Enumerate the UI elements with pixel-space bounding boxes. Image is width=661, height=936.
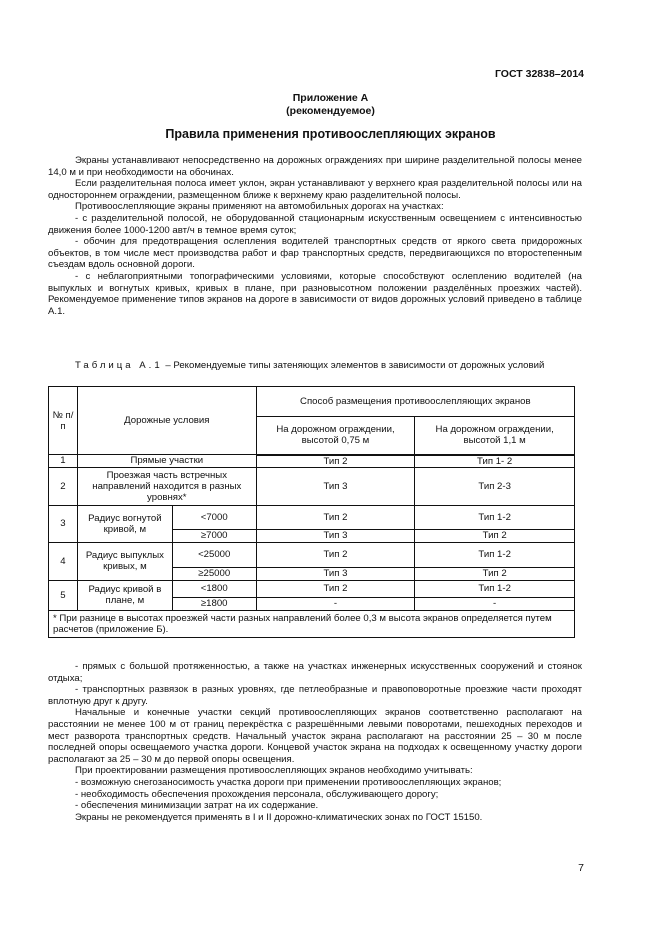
intro-text (48, 155, 582, 317)
row-value: Тип 2-3 (415, 467, 575, 505)
paragraph: - прямых с большой протяженностью, а также на участках инженерных искусственных сооружений и стоянок отдыха; (48, 661, 582, 684)
table-row (49, 542, 575, 567)
row-condition: Радиус вогнутой кривой, м (77, 505, 172, 542)
row-subcondition: <25000 (172, 542, 256, 567)
row-num: 1 (49, 455, 78, 468)
paragraph: Противоослепляющие экраны применяют на автомобильных дорогах на участках: (75, 201, 444, 213)
row-subcondition: <7000 (172, 505, 256, 529)
row-condition: Прямые участки (77, 455, 256, 468)
paragraph: - возможную снегозаносимость участка дороги при применении противоослепляющих экранов; (75, 776, 502, 788)
header-conditions: Дорожные условия (77, 387, 256, 455)
paragraph: Если разделительная полоса имеет уклон, экран устанавливают у верхнего края разделительной полосы или на одностороннем ограждении, размещенном ближе к верхнему краю разделительной полосы. (48, 178, 582, 201)
row-num: 4 (49, 542, 78, 580)
row-value: - (415, 597, 575, 610)
row-subcondition: ≥1800 (172, 597, 256, 610)
row-value: Тип 2 (415, 567, 575, 580)
row-value: Тип 1-2 (415, 505, 575, 529)
row-subcondition: <1800 (172, 580, 256, 597)
row-condition: Радиус выпуклых кривых, м (77, 542, 172, 580)
row-subcondition: ≥7000 (172, 529, 256, 542)
header-num: № п/п (49, 387, 78, 455)
paragraph: При проектировании размещения противоослепляющих экранов необходимо учитывать: (75, 765, 473, 777)
appendix-status: (рекомендуемое) (286, 105, 375, 117)
appendix-label: Приложение А (292, 92, 369, 104)
row-value: Тип 1- 2 (415, 455, 575, 468)
paragraph: - транспортных развязок в разных уровнях, где петлеобразные и правоповоротные проезжие части проходят вплотную друг к другу. (48, 684, 582, 707)
row-value: Тип 2 (256, 505, 415, 529)
conditions-table (48, 386, 575, 638)
paragraph: Начальные и конечные участки секций противоослепляющих экранов соответственно располагают на расстоянии не менее 100 м от границ перекрёстка с разрешёнными левыми поворотами, пешеходных переходов и мест разворота транспортных средств. Начальный участок экрана располагают на расстоянии 25 – 30 м после последней опоры освещаемого участка дороги. Концевой участок экрана на подходах к освещенному участку дороги располагают за 25 – 30 м до первой опоры освещения. (48, 707, 582, 765)
table-caption-label: Таблица А.1 (75, 360, 163, 371)
row-value: Тип 2 (256, 455, 415, 468)
row-value: Тип 3 (256, 567, 415, 580)
table-caption-text: – Рекомендуемые типы затеняющих элементов в зависимости от дорожных условий (165, 360, 545, 371)
doc-number: ГОСТ 32838–2014 (494, 68, 584, 80)
header-method: Способ размещения противоослепляющих экранов (256, 387, 574, 417)
page-number: 7 (578, 862, 584, 874)
paragraph: - обеспечения минимизации затрат на их содержание. (75, 800, 319, 812)
row-value: Тип 3 (256, 467, 415, 505)
table-row (49, 455, 575, 468)
paragraph: - с неблагоприятными топографическими условиями, которые способствуют ослеплению водителей (на выпуклых и вогнутых кривых, кривых в плане, при разновысотном положении разделённых проезжих частей). Рекомендуемое применение типов экранов на дороге в зависимости от видов дорожных условий приведено в таблице А.1. (48, 270, 582, 317)
table-row (49, 580, 575, 597)
table-row (49, 505, 575, 529)
row-subcondition: ≥25000 (172, 567, 256, 580)
row-value: Тип 1-2 (415, 580, 575, 597)
paragraph: Экраны не рекомендуется применять в I и II дорожно-климатических зонах по ГОСТ 15150. (75, 811, 483, 823)
header-col-075: На дорожном ограждении, высотой 0,75 м (256, 417, 415, 455)
table-footnote: * При разнице в высотах проезжей части разных направлений более 0,3 м высота экранов определяется путем расчетов (приложение Б). (49, 610, 575, 637)
header-col-11: На дорожном ограждении, высотой 1,1 м (415, 417, 575, 455)
row-num: 5 (49, 580, 78, 610)
after-text (48, 661, 582, 823)
table-caption (48, 360, 582, 372)
page-title: Правила применения противоослепляющих экранов (165, 127, 496, 141)
row-value: - (256, 597, 415, 610)
row-num: 3 (49, 505, 78, 542)
table-row (49, 467, 575, 505)
paragraph: Экраны устанавливают непосредственно на дорожных ограждениях при ширине разделительной полосы менее 14,0 м и при необходимости на обочинах. (48, 155, 582, 178)
row-num: 2 (49, 467, 78, 505)
row-condition: Проезжая часть встречных направлений находится в разных уровнях* (77, 467, 256, 505)
paragraph: - обочин для предотвращения ослепления водителей транспортных средств от яркого света придорожных объектов, в том числе мест производства работ и фар транспортных средств, передвигающихся по второстепенным съездам вдоль основной дороги. (48, 236, 582, 271)
appendix-heading (0, 92, 661, 118)
row-condition: Радиус кривой в плане, м (77, 580, 172, 610)
row-value: Тип 2 (256, 580, 415, 597)
row-value: Тип 2 (256, 542, 415, 567)
paragraph: - необходимость обеспечения прохождения персонала, обслуживающего дорогу; (75, 788, 439, 800)
row-value: Тип 3 (256, 529, 415, 542)
row-value: Тип 1-2 (415, 542, 575, 567)
paragraph: - с разделительной полосой, не оборудованной стационарным искусственным освещением с интенсивностью движения более 1000-1200 авт/ч в темное время суток; (48, 212, 582, 236)
row-value: Тип 2 (415, 529, 575, 542)
